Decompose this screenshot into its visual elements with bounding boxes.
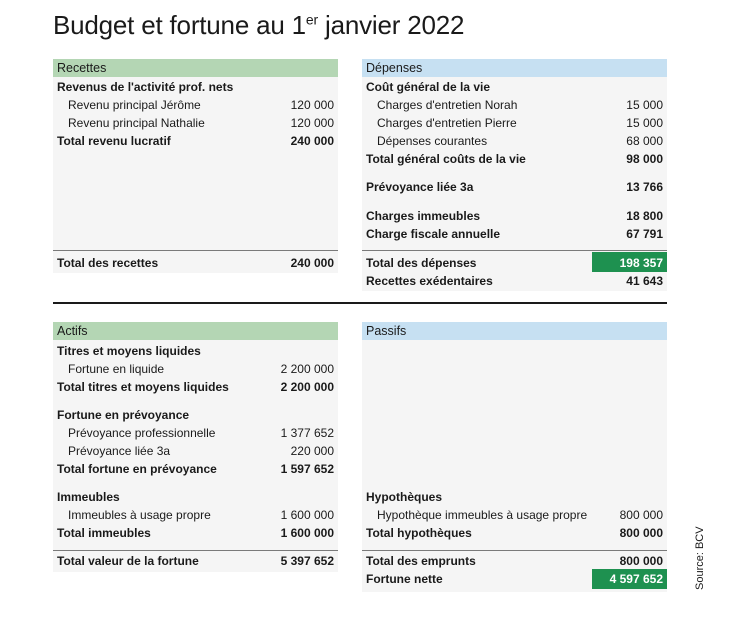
table-row [362,207,667,225]
row-value: 1 600 000 [280,508,334,522]
recettes-panel [53,59,338,273]
table-row [362,272,667,290]
recettes-section [53,78,338,96]
row-value: 2 200 000 [280,362,334,376]
row-value: 15 000 [626,98,663,112]
table-row [53,460,338,478]
row-label: Fortune en liquide [68,362,165,376]
section-label: Coût général de la vie [366,80,491,94]
table-row [362,506,667,524]
row-value: 13 766 [626,180,663,194]
row-value: 220 000 [290,444,334,458]
section-separator [53,302,667,304]
row-label: Prévoyance liée 3a [68,444,171,458]
table-row [362,178,667,196]
table-row [53,360,338,378]
row-value: 800 000 [619,508,663,522]
row-value: 15 000 [626,116,663,130]
actifs-section [53,406,338,424]
actifs-panel [53,322,338,572]
passifs-section [362,488,667,506]
title-superscript: er [305,11,318,28]
divider [362,250,667,251]
row-label: Total hypothèques [366,526,472,540]
row-label: Hypothèque immeubles à usage propre [377,508,588,522]
row-label: Total valeur de la fortune [57,554,199,568]
section-label: Hypothèques [366,490,443,504]
row-label: Charge fiscale annuelle [366,227,501,241]
actifs-section [53,342,338,360]
row-label: Total titres et moyens liquides [57,380,229,394]
row-label: Immeubles à usage propre [68,508,211,522]
depenses-panel [362,59,667,291]
row-value: 240 000 [290,256,334,270]
row-label: Dépenses courantes [377,134,488,148]
table-row [53,96,338,114]
recettes-header: Recettes [53,59,338,77]
actifs-header: Actifs [53,322,338,340]
row-label: Prévoyance liée 3a [366,180,474,194]
row-label: Revenu principal Nathalie [68,116,205,130]
row-label: Fortune nette [366,572,443,586]
row-value: 68 000 [626,134,663,148]
passifs-header: Passifs [362,322,667,340]
actifs-total-row [53,552,338,570]
row-label: Total des recettes [57,256,159,270]
title-date: janvier 2022 [317,10,465,40]
row-value: 120 000 [290,116,334,130]
table-row [362,132,667,150]
row-label: Total immeubles [57,526,151,540]
row-value: 2 200 000 [280,380,334,394]
row-label: Prévoyance professionnelle [68,426,216,440]
row-label: Charges d'entretien Norah [377,98,518,112]
row-label: Charges immeubles [366,209,481,223]
table-row [53,132,338,150]
row-value: 67 791 [626,227,663,241]
title-text: Budget et fortune au 1 [53,10,306,40]
depenses-total-row [362,254,667,272]
table-row [362,96,667,114]
table-row [53,114,338,132]
depenses-section [362,78,667,96]
table-row [53,378,338,396]
row-value: 198 357 [619,256,663,270]
row-label: Revenu principal Jérôme [68,98,201,112]
passifs-panel [362,322,667,592]
page-title [53,10,464,41]
row-label: Total revenu lucratif [57,134,171,148]
depenses-header: Dépenses [362,59,667,77]
row-value: 240 000 [290,134,334,148]
section-label: Immeubles [57,490,120,504]
divider [53,250,338,251]
source-credit: Source: BCV [694,526,706,590]
row-label: Recettes exédentaires [366,274,493,288]
row-label: Total fortune en prévoyance [57,462,217,476]
table-row [53,442,338,460]
actifs-section [53,488,338,506]
section-label: Fortune en prévoyance [57,408,190,422]
row-value: 4 597 652 [609,572,663,586]
row-label: Total des emprunts [366,554,476,568]
row-value: 120 000 [290,98,334,112]
table-row [362,552,667,570]
row-label: Total général coûts de la vie [366,152,526,166]
section-label: Revenus de l'activité prof. nets [57,80,234,94]
row-value: 1 377 652 [280,426,334,440]
row-value: 18 800 [626,209,663,223]
row-value: 98 000 [626,152,663,166]
row-label: Charges d'entretien Pierre [377,116,517,130]
fortune-nette-row [362,570,667,588]
row-value: 1 600 000 [280,526,334,540]
divider [362,550,667,551]
table-row [362,150,667,168]
section-label: Titres et moyens liquides [57,344,201,358]
row-label: Total des dépenses [366,256,477,270]
table-row [53,506,338,524]
table-row [53,524,338,542]
table-row [362,114,667,132]
row-value: 41 643 [626,274,663,288]
row-value: 800 000 [619,554,663,568]
table-row [362,524,667,542]
divider [53,550,338,551]
recettes-total-row [53,254,338,272]
row-value: 5 397 652 [280,554,334,568]
table-row [53,424,338,442]
table-row [362,225,667,243]
row-value: 800 000 [619,526,663,540]
row-value: 1 597 652 [280,462,334,476]
